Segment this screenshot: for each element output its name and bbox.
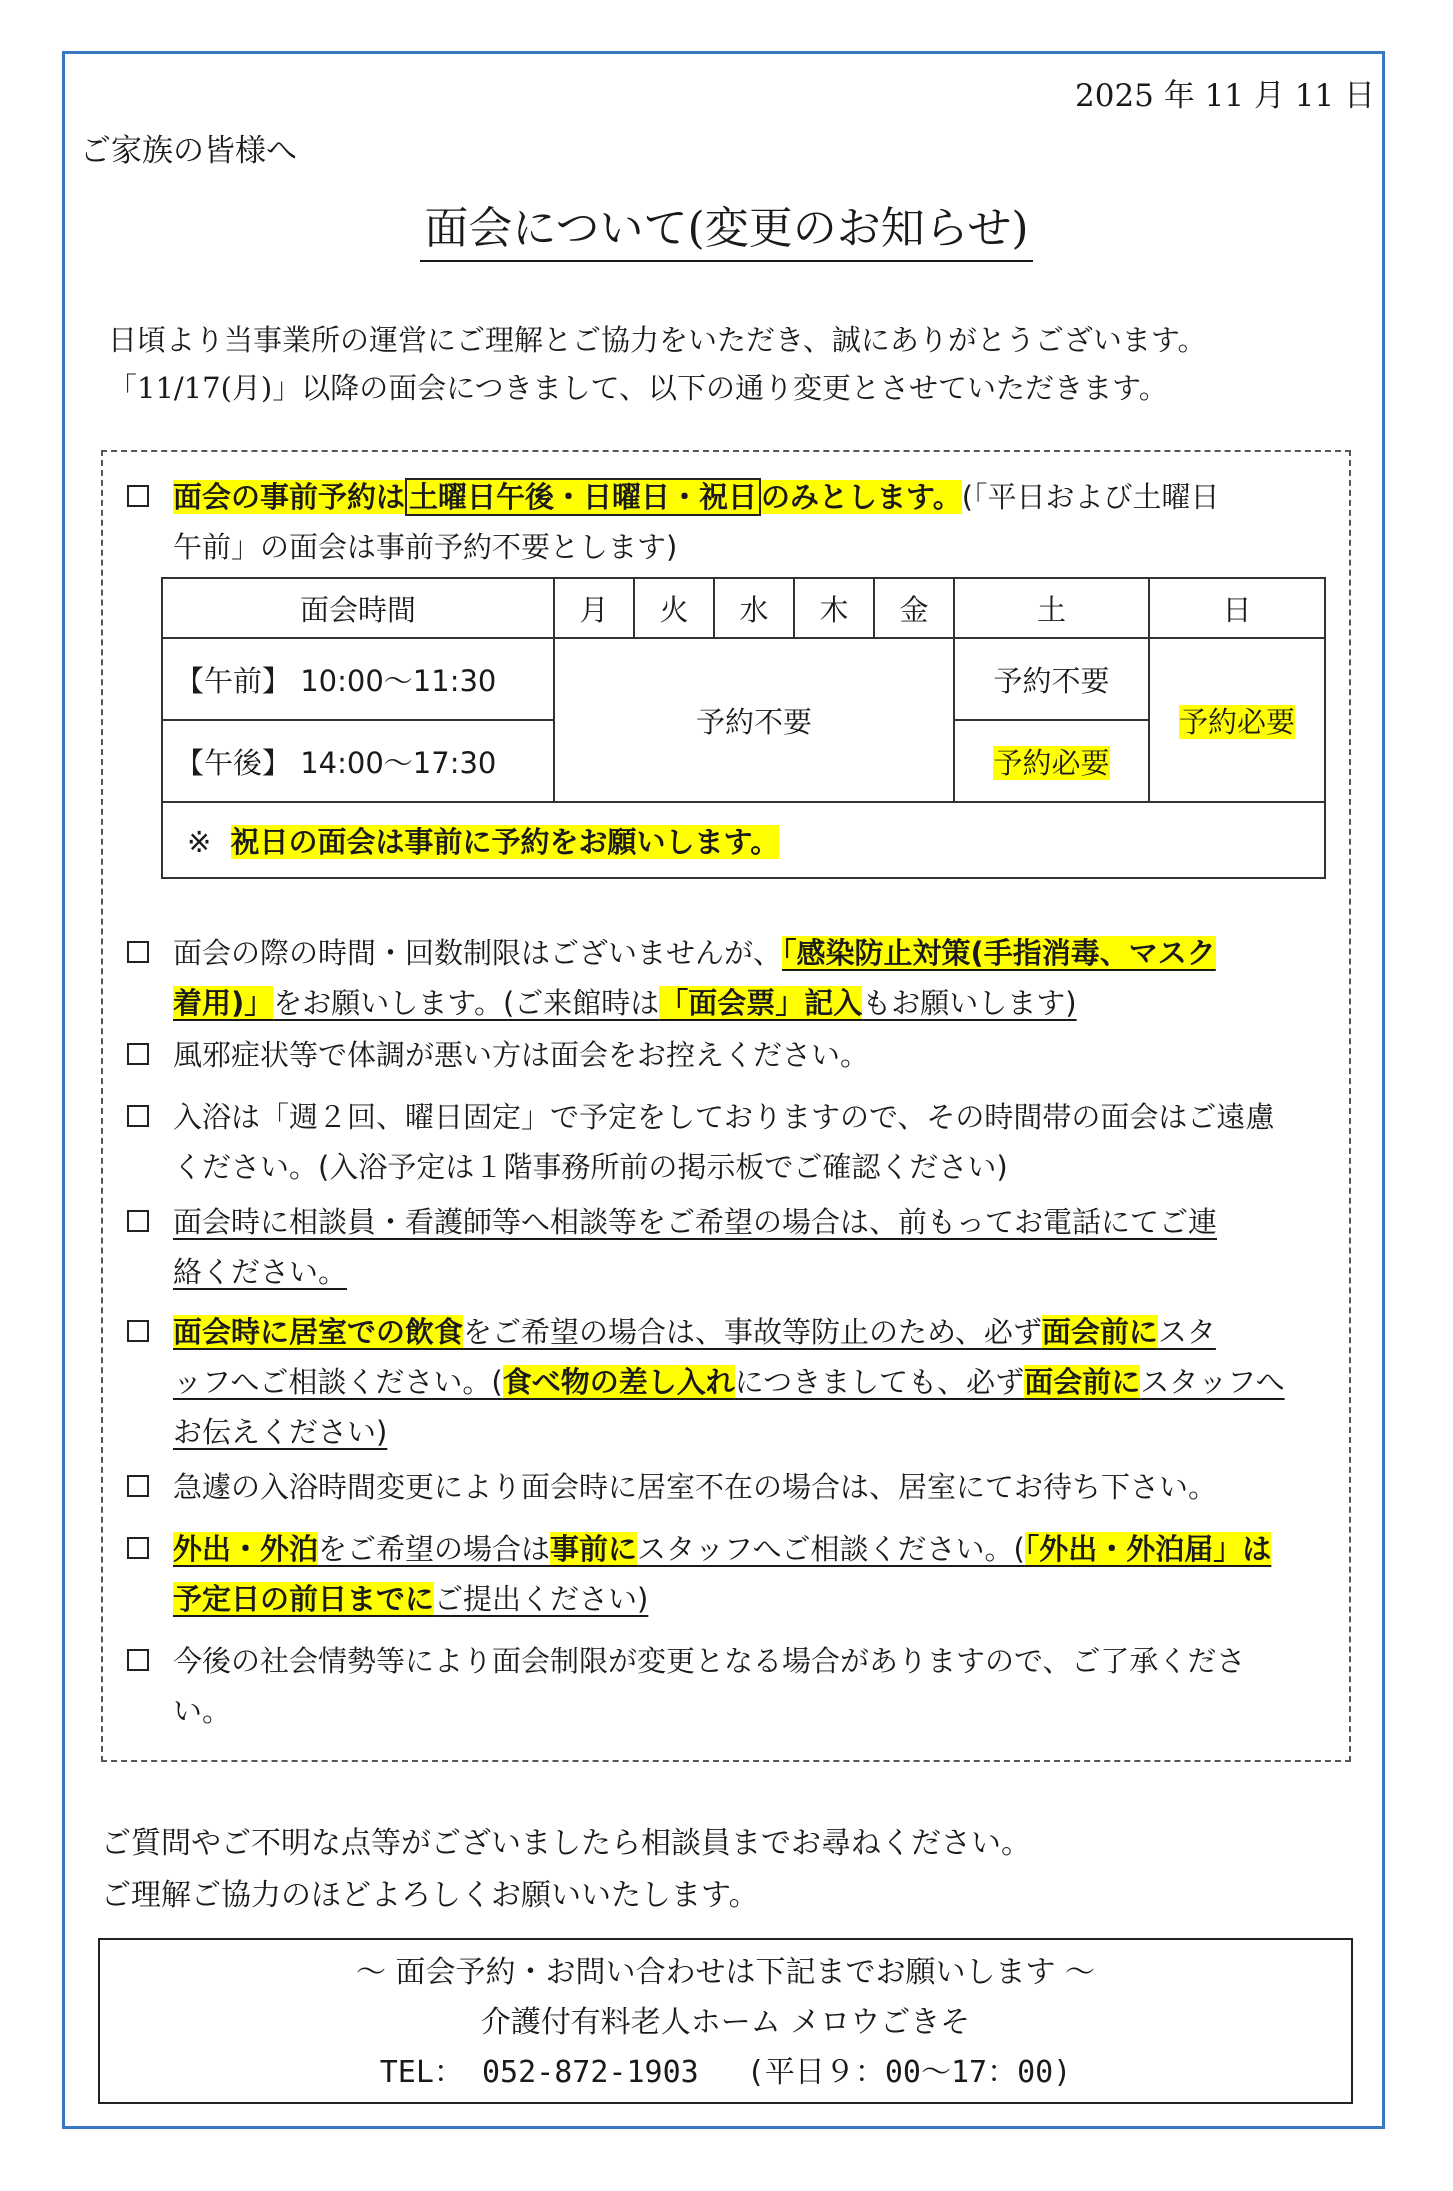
header-visit-time: 面会時間	[162, 578, 554, 638]
header-day: 月	[554, 578, 634, 638]
checkbox[interactable]	[127, 1210, 149, 1232]
facility-name: 介護付有料老人ホーム メロウごきそ	[480, 2005, 971, 2040]
header-day: 木	[794, 578, 874, 638]
checkbox[interactable]	[127, 1475, 149, 1497]
header-day: 水	[714, 578, 794, 638]
holiday-note: ※ 祝日の面会は事前に予約をお願いします。	[162, 802, 1325, 878]
saturday-am-cell: 予約不要	[954, 638, 1149, 720]
table-note-row	[162, 802, 1325, 878]
checkbox[interactable]	[127, 1043, 149, 1065]
reservation-days: 土曜日午後・日曜日・祝日	[405, 478, 761, 516]
checkbox[interactable]	[127, 485, 149, 507]
page-title: 面会について(変更のお知らせ)	[0, 192, 1453, 256]
visiting-schedule-table	[161, 577, 1326, 879]
salutation: ご家族の皆様へ	[80, 133, 297, 169]
sunday-cell: 予約必要	[1149, 638, 1325, 802]
phone-number[interactable]: TEL： 052-872-1903 (平日９：00〜17：00)	[379, 2055, 1072, 2090]
time-morning: 【午前】 10:00〜11:30	[162, 638, 554, 720]
document-date: 2025 年 11 月 11 日	[1075, 78, 1376, 114]
checkbox[interactable]	[127, 1105, 149, 1127]
table-row	[162, 638, 1325, 720]
header-day: 日	[1149, 578, 1325, 638]
closing-line-1: ご質問やご不明な点等がございましたら相談員までお尋ねください。	[101, 1826, 1031, 1861]
header-day: 土	[954, 578, 1149, 638]
header-day: 火	[634, 578, 714, 638]
checkbox[interactable]	[127, 1537, 149, 1559]
closing-line-2: ご理解ご協力のほどよろしくお願いいたします。	[101, 1878, 759, 1913]
contact-box	[98, 1938, 1353, 2104]
intro-line-2: 「11/17(月)」以降の面会につきまして、以下の通り変更とさせていただきます。	[108, 371, 1168, 405]
saturday-pm-cell: 予約必要	[954, 720, 1149, 802]
checkbox[interactable]	[127, 941, 149, 963]
weekday-cell: 予約不要	[554, 638, 954, 802]
contact-heading: 〜 面会予約・お問い合わせは下記までお願いします 〜	[355, 1955, 1096, 1990]
time-afternoon: 【午後】 14:00〜17:30	[162, 720, 554, 802]
table-header-row	[162, 578, 1325, 638]
intro-line-1: 日頃より当事業所の運営にご理解とご協力をいただき、誠にありがとうございます。	[108, 323, 1207, 357]
checkbox[interactable]	[127, 1649, 149, 1671]
checkbox[interactable]	[127, 1320, 149, 1342]
header-day: 金	[874, 578, 954, 638]
